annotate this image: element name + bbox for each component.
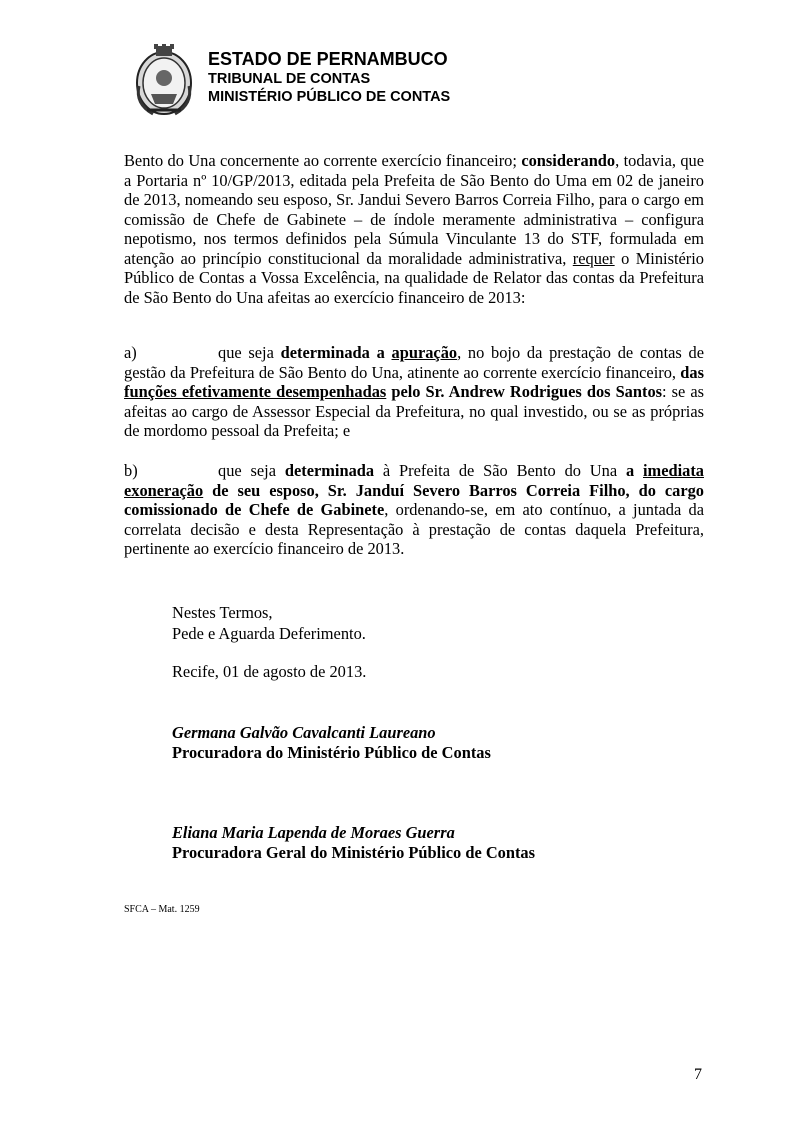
signature-block-1 bbox=[172, 723, 491, 763]
page-number: 7 bbox=[694, 1066, 702, 1083]
item-b-paragraph: b) que seja determinada à Prefeita de São Bento do Una a imediata exoneração de seu esposo, Sr. Janduí Severo Barros Correia Filho, do cargo comissionado de Chefe de Gabinete, ordenando-se, em ato contínuo, a juntada da correlata decisão e desta Representação à prestação de contas daquela Prefeitura, pertinente ao exercício financeiro de 2013. bbox=[124, 461, 705, 558]
header-state: ESTADO DE PERNAMBUCO bbox=[208, 49, 448, 69]
signature-role: Procuradora Geral do Ministério Público de Contas bbox=[172, 843, 535, 862]
signature-name: Eliana Maria Lapenda de Moraes Guerra bbox=[172, 823, 455, 842]
signature-role: Procuradora do Ministério Público de Contas bbox=[172, 743, 491, 762]
place-date: Recife, 01 de agosto de 2013. bbox=[172, 662, 367, 681]
coat-of-arms-seal-icon bbox=[133, 44, 195, 118]
header-ministry: MINISTÉRIO PÚBLICO DE CONTAS bbox=[208, 89, 451, 105]
signature-name: Germana Galvão Cavalcanti Laureano bbox=[172, 723, 436, 742]
item-a-paragraph: a) que seja determinada a apuração, no bojo da prestação de contas de gestão da Prefeitura de São Bento do Una, atinente ao corrente exercício financeiro, das funções efetivamente desempenhadas pelo Sr. Andrew Rodrigues dos Santos: se as afeitas ao cargo de Assessor Especial da Prefeitura, no qual investido, ou se as próprias de mordomo pessoal da Prefeita; e bbox=[124, 343, 705, 440]
header-court: TRIBUNAL DE CONTAS bbox=[208, 71, 371, 87]
signature-block-2 bbox=[172, 823, 535, 863]
closing-line-1: Nestes Termos, bbox=[172, 603, 273, 622]
footer-code: SFCA – Mat. 1259 bbox=[124, 904, 200, 915]
closing-line-2: Pede e Aguarda Deferimento. bbox=[172, 624, 366, 643]
intro-paragraph: Bento do Una concernente ao corrente exercício financeiro; considerando, todavia, que a Portaria nº 10/GP/2013, editada pela Prefeita de São Bento do Uma em 02 de janeiro de 2013, nomeando seu esposo, Sr. Jandui Severo Barros Correia Filho, para o cargo em comissão de Chefe de Gabinete – de índole meramente administrativa – configura nepotismo, nos termos definidos pela Súmula Vinculante 13 do STF, formulada em atenção ao princípio constitucional da moralidade administrativa, requer o Ministério Público de Contas a Vossa Excelência, na qualidade de Relator das contas da Prefeitura de São Bento do Una afeitas ao exercício financeiro de 2013: bbox=[124, 151, 704, 307]
